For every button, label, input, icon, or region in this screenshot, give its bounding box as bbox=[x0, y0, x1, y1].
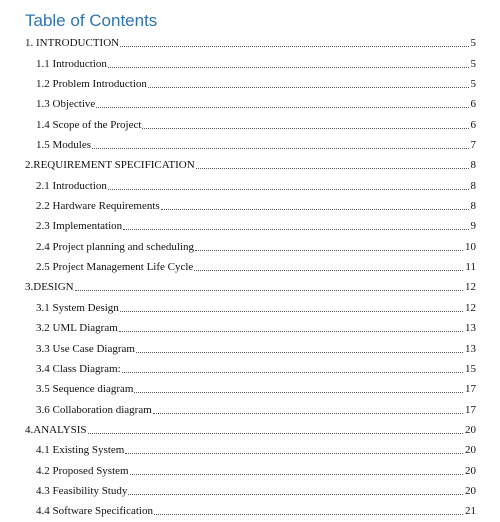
toc-page-number: 20 bbox=[465, 444, 476, 457]
toc-entry-label: 2.REQUIREMENT SPECIFICATION bbox=[25, 159, 195, 172]
dot-leader bbox=[161, 208, 469, 210]
toc-entry-label: 4.ANALYSIS bbox=[25, 423, 87, 436]
toc-page-number: 15 bbox=[465, 362, 476, 375]
toc-page-number: 7 bbox=[470, 139, 476, 152]
toc-page-number: 21 bbox=[465, 505, 476, 518]
dot-leader bbox=[108, 66, 469, 68]
toc-entry[interactable] bbox=[0, 34, 500, 54]
toc-page-number: 12 bbox=[465, 301, 476, 314]
toc-entry[interactable] bbox=[0, 115, 500, 135]
toc-page-number: 20 bbox=[465, 484, 476, 497]
toc-entry-label: 3.4 Class Diagram: bbox=[36, 362, 121, 375]
toc-list bbox=[0, 34, 500, 522]
toc-entry-label: 3.3 Use Case Diagram bbox=[36, 342, 135, 355]
dot-leader bbox=[75, 289, 463, 291]
toc-entry[interactable] bbox=[0, 421, 500, 441]
toc-entry-label: 3.DESIGN bbox=[25, 281, 74, 294]
toc-page-number: 8 bbox=[470, 159, 476, 172]
toc-entry[interactable] bbox=[0, 95, 500, 115]
toc-page-number: 5 bbox=[470, 37, 476, 50]
dot-leader bbox=[88, 432, 463, 434]
toc-page-number: 20 bbox=[465, 464, 476, 477]
toc-entry[interactable] bbox=[0, 461, 500, 481]
toc-entry[interactable] bbox=[0, 482, 500, 502]
dot-leader bbox=[153, 412, 463, 414]
toc-page-number: 6 bbox=[470, 118, 476, 131]
toc-entry[interactable] bbox=[0, 502, 500, 522]
toc-entry-label: 2.3 Implementation bbox=[36, 220, 123, 233]
toc-entry-label: 1.1 Introduction bbox=[36, 57, 107, 70]
toc-entry[interactable] bbox=[0, 319, 500, 339]
dot-leader bbox=[120, 45, 468, 47]
toc-entry[interactable] bbox=[0, 278, 500, 298]
toc-entry-label: 2.4 Project planning and scheduling bbox=[36, 240, 194, 253]
toc-entry-label: 2.2 Hardware Requirements bbox=[36, 200, 160, 213]
toc-entry-label: 3.2 UML Diagram bbox=[36, 322, 118, 335]
toc-entry[interactable] bbox=[0, 400, 500, 420]
toc-entry-label: 1.4 Scope of the Project bbox=[36, 118, 142, 131]
dot-leader bbox=[134, 391, 463, 393]
dot-leader bbox=[195, 249, 463, 251]
toc-entry-label: 4.3 Feasibility Study bbox=[36, 484, 128, 497]
toc-entry-label: 1. INTRODUCTION bbox=[25, 37, 120, 50]
toc-page-number: 8 bbox=[470, 179, 476, 192]
toc-entry[interactable] bbox=[0, 156, 500, 176]
toc-entry[interactable] bbox=[0, 54, 500, 74]
toc-page-number: 17 bbox=[465, 383, 476, 396]
toc-page-number: 13 bbox=[465, 322, 476, 335]
toc-entry[interactable] bbox=[0, 75, 500, 95]
toc-entry-label: 1.5 Modules bbox=[36, 139, 91, 152]
toc-page-number: 11 bbox=[465, 261, 476, 274]
dot-leader bbox=[120, 310, 463, 312]
dot-leader bbox=[125, 452, 463, 454]
toc-entry[interactable] bbox=[0, 176, 500, 196]
dot-leader bbox=[142, 127, 468, 129]
dot-leader bbox=[108, 188, 469, 190]
dot-leader bbox=[136, 351, 463, 353]
toc-entry[interactable] bbox=[0, 298, 500, 318]
dot-leader bbox=[148, 86, 469, 88]
toc-page-number: 20 bbox=[465, 423, 476, 436]
toc-page-number: 10 bbox=[465, 240, 476, 253]
dot-leader bbox=[128, 493, 463, 495]
dot-leader bbox=[196, 167, 469, 169]
toc-entry-label: 1.2 Problem Introduction bbox=[36, 78, 147, 91]
dot-leader bbox=[123, 228, 468, 230]
toc-entry[interactable] bbox=[0, 380, 500, 400]
toc-entry-label: 3.5 Sequence diagram bbox=[36, 383, 134, 396]
dot-leader bbox=[92, 147, 469, 149]
toc-entry-label: 4.2 Proposed System bbox=[36, 464, 129, 477]
toc-entry[interactable] bbox=[0, 258, 500, 278]
dot-leader bbox=[96, 106, 468, 108]
dot-leader bbox=[122, 371, 463, 373]
dot-leader bbox=[194, 269, 463, 271]
toc-page-number: 5 bbox=[470, 57, 476, 70]
toc-entry-label: 3.1 System Design bbox=[36, 301, 119, 314]
dot-leader bbox=[130, 473, 463, 475]
toc-page-number: 6 bbox=[470, 98, 476, 111]
toc-entry-label: 1.3 Objective bbox=[36, 98, 96, 111]
toc-page-number: 5 bbox=[470, 78, 476, 91]
toc-page-number: 13 bbox=[465, 342, 476, 355]
toc-title: Table of Contents bbox=[25, 11, 158, 30]
toc-page-number: 12 bbox=[465, 281, 476, 294]
toc-page-number: 17 bbox=[465, 403, 476, 416]
toc-entry[interactable] bbox=[0, 237, 500, 257]
toc-entry[interactable] bbox=[0, 339, 500, 359]
toc-entry[interactable] bbox=[0, 217, 500, 237]
toc-entry[interactable] bbox=[0, 360, 500, 380]
toc-entry-label: 2.1 Introduction bbox=[36, 179, 107, 192]
toc-entry-label: 4.4 Software Specification bbox=[36, 505, 153, 518]
toc-entry[interactable] bbox=[0, 197, 500, 217]
dot-leader bbox=[119, 330, 463, 332]
toc-page-number: 8 bbox=[470, 200, 476, 213]
toc-entry-label: 3.6 Collaboration diagram bbox=[36, 403, 152, 416]
toc-entry[interactable] bbox=[0, 441, 500, 461]
toc-page-number: 9 bbox=[470, 220, 476, 233]
toc-entry-label: 2.5 Project Management Life Cycle bbox=[36, 261, 194, 274]
toc-entry-label: 4.1 Existing System bbox=[36, 444, 125, 457]
toc-entry[interactable] bbox=[0, 136, 500, 156]
